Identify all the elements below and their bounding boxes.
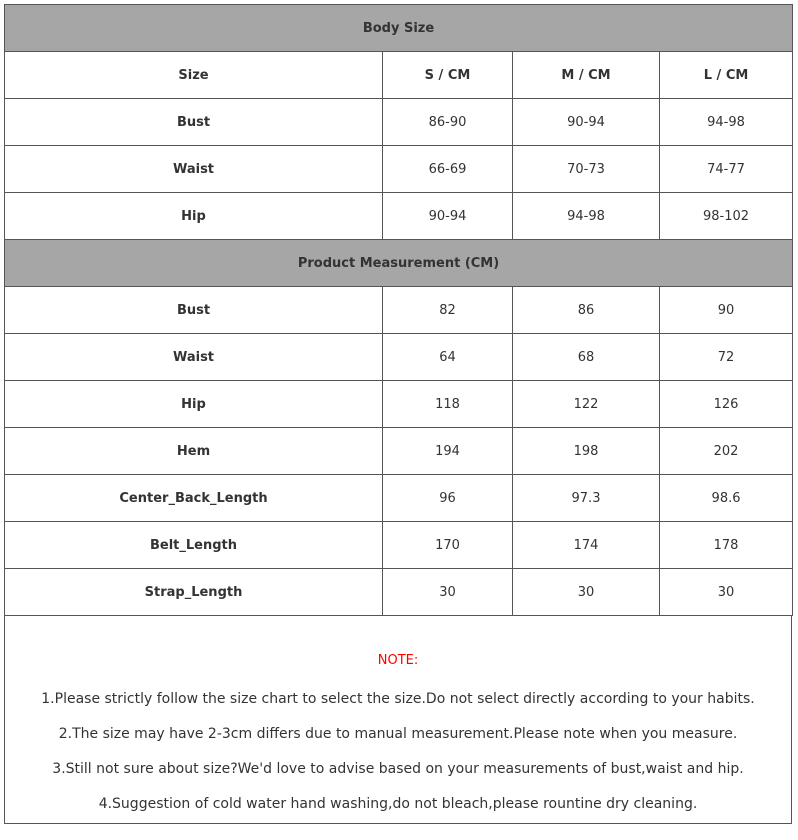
row-label: Bust <box>5 99 383 146</box>
table-row <box>5 569 793 616</box>
table-cell: 194 <box>383 428 513 475</box>
table-cell: 90 <box>660 287 793 334</box>
table-row <box>5 99 793 146</box>
table-row <box>5 334 793 381</box>
row-label: Strap_Length <box>5 569 383 616</box>
s-column-header: S / CM <box>383 52 513 99</box>
table-cell: 94-98 <box>660 99 793 146</box>
row-label: Bust <box>5 287 383 334</box>
row-label: Center_Back_Length <box>5 475 383 522</box>
product-measurement-section-header <box>5 240 793 287</box>
note-title: NOTE: <box>377 653 419 668</box>
row-label: Hip <box>5 193 383 240</box>
table-row <box>5 287 793 334</box>
row-label: Hip <box>5 381 383 428</box>
note-line: 1.Please strictly follow the size chart to select the size.Do not select directly according to your habits. <box>41 691 755 707</box>
note-line: 4.Suggestion of cold water hand washing,do not bleach,please rountine dry cleaning. <box>98 796 698 812</box>
table-cell: 30 <box>383 569 513 616</box>
table-row <box>5 475 793 522</box>
row-label: Waist <box>5 334 383 381</box>
table-cell: 202 <box>660 428 793 475</box>
table-cell: 74-77 <box>660 146 793 193</box>
table-cell: 96 <box>383 475 513 522</box>
body-size-section-header <box>5 5 793 52</box>
table-cell: 86 <box>513 287 660 334</box>
row-label: Belt_Length <box>5 522 383 569</box>
row-label: Hem <box>5 428 383 475</box>
size-table <box>4 4 793 616</box>
table-cell: 94-98 <box>513 193 660 240</box>
product-measurement-title: Product Measurement (CM) <box>5 240 793 287</box>
table-cell: 97.3 <box>513 475 660 522</box>
table-cell: 118 <box>383 381 513 428</box>
table-cell: 170 <box>383 522 513 569</box>
table-cell: 90-94 <box>383 193 513 240</box>
size-chart <box>4 4 792 824</box>
table-cell: 90-94 <box>513 99 660 146</box>
size-column-header: Size <box>5 52 383 99</box>
m-column-header: M / CM <box>513 52 660 99</box>
body-size-title: Body Size <box>5 5 793 52</box>
table-cell: 198 <box>513 428 660 475</box>
table-cell: 30 <box>513 569 660 616</box>
table-cell: 174 <box>513 522 660 569</box>
table-cell: 82 <box>383 287 513 334</box>
table-cell: 70-73 <box>513 146 660 193</box>
table-cell: 178 <box>660 522 793 569</box>
table-row <box>5 522 793 569</box>
table-cell: 30 <box>660 569 793 616</box>
table-cell: 86-90 <box>383 99 513 146</box>
table-cell: 98.6 <box>660 475 793 522</box>
notes-panel <box>4 616 792 824</box>
table-cell: 72 <box>660 334 793 381</box>
size-header-row <box>5 52 793 99</box>
table-row <box>5 146 793 193</box>
table-cell: 98-102 <box>660 193 793 240</box>
table-cell: 122 <box>513 381 660 428</box>
table-row <box>5 381 793 428</box>
table-row <box>5 428 793 475</box>
note-line: 3.Still not sure about size?We'd love to advise based on your measurements of bust,waist and hip. <box>52 761 744 777</box>
table-cell: 126 <box>660 381 793 428</box>
table-row <box>5 193 793 240</box>
table-cell: 64 <box>383 334 513 381</box>
note-line: 2.The size may have 2-3cm differs due to manual measurement.Please note when you measure. <box>58 726 738 742</box>
table-cell: 68 <box>513 334 660 381</box>
l-column-header: L / CM <box>660 52 793 99</box>
row-label: Waist <box>5 146 383 193</box>
table-cell: 66-69 <box>383 146 513 193</box>
